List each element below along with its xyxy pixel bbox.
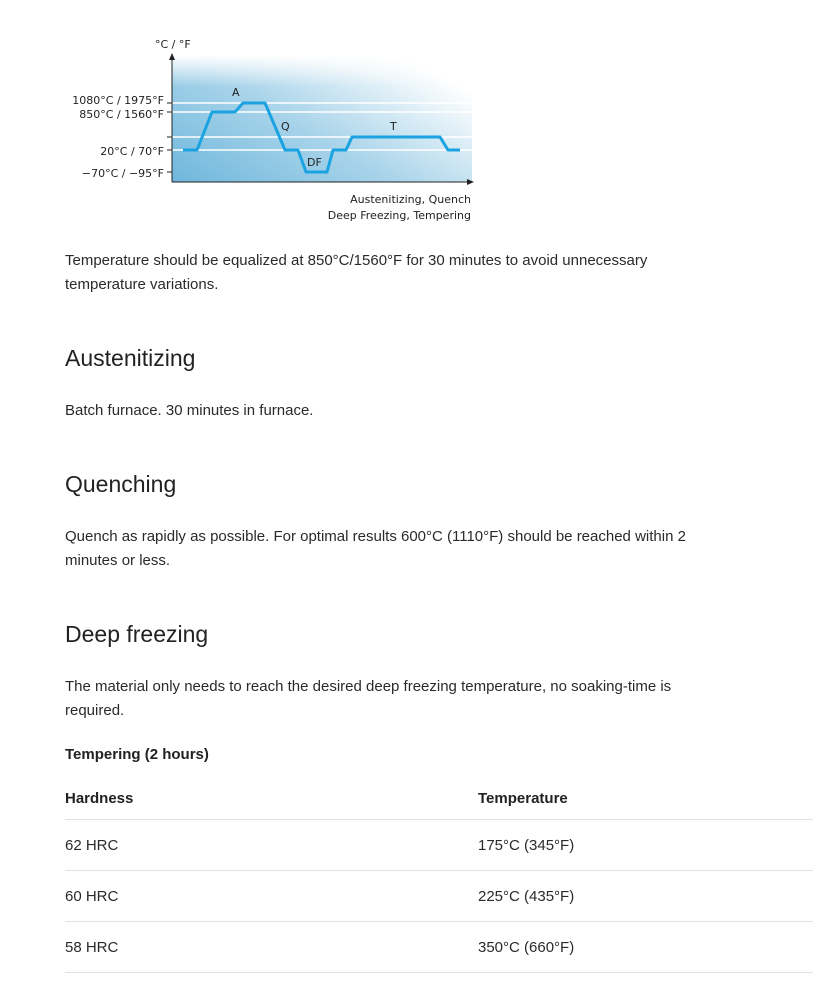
- section-title-austenitizing: Austenitizing: [65, 345, 196, 371]
- temperature-cell: 225°C (435°F): [478, 871, 813, 922]
- hardness-cell: 60 HRC: [65, 871, 478, 922]
- section-text-quenching: Quench as rapidly as possible. For optimal results 600°C (1110°F) should be reached within 2 minutes or less.: [65, 528, 686, 569]
- tempering-title: Tempering (2 hours): [65, 746, 209, 763]
- section-text-austenitizing: Batch furnace. 30 minutes in furnace.: [65, 402, 314, 419]
- table-header-row: [65, 778, 813, 820]
- hardness-cell: 58 HRC: [65, 922, 478, 973]
- table-row: [65, 820, 813, 871]
- phase-label-df: DF: [307, 156, 322, 169]
- temperature-cell: 350°C (660°F): [478, 922, 813, 973]
- intro-paragraph: Temperature should be equalized at 850°C/1560°F for 30 minutes to avoid unnecessary temperature variations.: [65, 252, 648, 293]
- level-label: −70°C / −95°F: [81, 167, 164, 180]
- phase-label-q: Q: [281, 120, 290, 133]
- section-text-deep-freezing: The material only needs to reach the desired deep freezing temperature, no soaking-time is required.: [65, 678, 672, 719]
- x-axis-label-line1: Austenitizing, Quench: [350, 193, 471, 206]
- phase-label-t: T: [390, 120, 397, 133]
- heat-treatment-diagram: [0, 0, 813, 230]
- phase-label-a: A: [232, 86, 240, 99]
- hardness-cell: 62 HRC: [65, 820, 478, 871]
- temperature-cell: 175°C (345°F): [478, 820, 813, 871]
- section-title-quenching: Quenching: [65, 471, 177, 497]
- level-label: 850°C / 1560°F: [79, 108, 164, 121]
- column-header-temperature: Temperature: [478, 778, 813, 820]
- tempering-table: [65, 778, 813, 973]
- x-axis-label-line2: Deep Freezing, Tempering: [327, 209, 471, 222]
- section-title-deep-freezing: Deep freezing: [65, 621, 209, 647]
- y-axis-label: °C / °F: [155, 38, 191, 51]
- column-header-hardness: Hardness: [65, 778, 478, 820]
- table-row: [65, 922, 813, 973]
- level-label: 20°C / 70°F: [100, 145, 164, 158]
- table-row: [65, 871, 813, 922]
- level-label: 1080°C / 1975°F: [72, 94, 164, 107]
